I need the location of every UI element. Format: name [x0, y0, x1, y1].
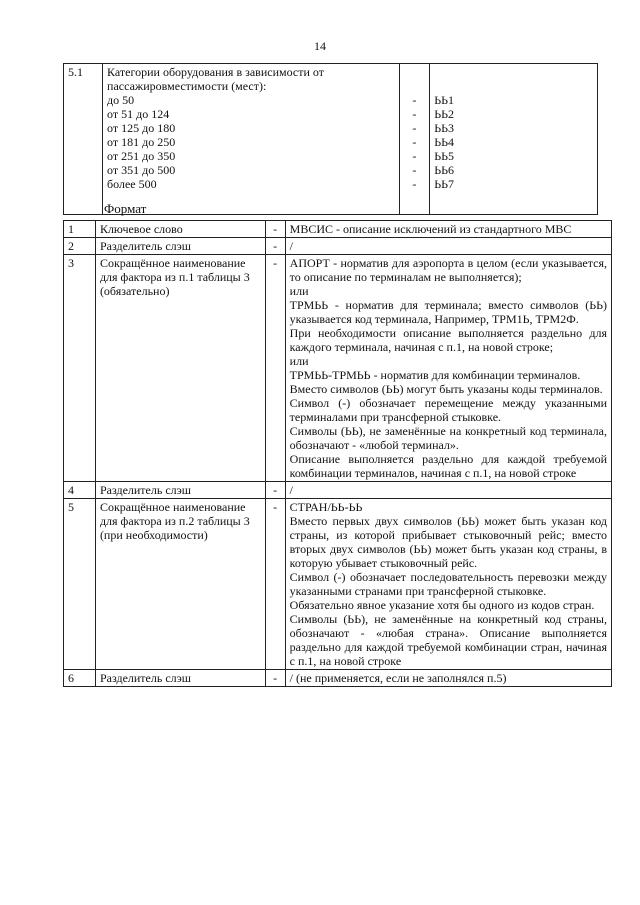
description-paragraph: или [289, 354, 309, 368]
category-label: более 500 [107, 177, 157, 191]
category-code: ЬЬ5 [434, 149, 454, 163]
table-row [64, 499, 612, 670]
description-paragraph: Символы (ЬЬ), не заменённые на конкретный код страны, обозначают - «любая страна». Описание выполняется раздельно для каждой требуемой комбинации стран, начиная с п.1, на новой строке [289, 612, 607, 668]
description-paragraph: ТРМЬЬ - норматив для терминала; вместо символов (ЬЬ) указывается код терминала, Например, ТРМ1Ь, ТРМ2Ф. [289, 298, 607, 326]
dash: - [412, 135, 417, 149]
category-code: ЬЬ6 [434, 163, 454, 177]
description-paragraph: СТРАН/ЬЬ-ЬЬ [289, 500, 363, 514]
table-row [64, 670, 612, 687]
description-paragraph: При необходимости описание выполняется раздельно для каждого терминала, начиная с п.1, на новой строке; [289, 326, 607, 354]
field-name: Разделитель слэш [95, 482, 265, 499]
description-paragraph: Описание выполняется раздельно для каждой требуемой комбинации терминалов, начиная с п.1, на новой строке [289, 452, 607, 480]
dash: - [412, 107, 417, 121]
categories-title: Категории оборудования в зависимости от пассажировместимости (мест): [107, 65, 324, 93]
description-paragraph: АПОРТ - норматив для аэропорта в целом (если указывается, то описание по терминалам не выполняется); [289, 256, 607, 284]
category-label: от 351 до 500 [107, 163, 176, 177]
table-row [64, 238, 612, 255]
category-code: ЬЬ3 [434, 121, 454, 135]
row-number: 4 [64, 482, 96, 499]
description-paragraph: Вместо первых двух символов (ЬЬ) может быть указан код страны, из которой прибывает стыковочный рейс; вместо вторых двух символов (ЬЬ) может быть указан код страны, в которую убывает стыковочный рейс. [289, 514, 607, 570]
description-paragraph: Символы (ЬЬ), не заменённые на конкретный код терминала, обозначают - «любой терминал». [289, 424, 607, 452]
dash: - [412, 177, 417, 191]
equipment-categories-table [63, 63, 598, 215]
field-description [285, 255, 611, 482]
code-column [430, 64, 598, 215]
table-row [64, 255, 612, 482]
table-row [64, 482, 612, 499]
categories-cell [103, 64, 400, 215]
field-name: Сокращённое наименование для фактора из п.1 таблицы 3 (обязательно) [95, 255, 265, 482]
row-number: 1 [64, 221, 96, 238]
row-number: 5.1 [64, 64, 103, 215]
description-paragraph: Обязательно явное указание хотя бы одного из кодов стран. [289, 598, 595, 612]
format-table [63, 220, 612, 687]
field-description: / [285, 238, 611, 255]
description-paragraph: Вместо символов (ЬЬ) могут быть указаны коды терминалов. [289, 382, 603, 396]
row-number: 2 [64, 238, 96, 255]
dash: - [265, 238, 285, 255]
table-row [64, 221, 612, 238]
description-paragraph: ТРМЬЬ-ТРМЬЬ - норматив для комбинации терминалов. [289, 368, 581, 382]
row-number: 5 [64, 499, 96, 670]
dash: - [412, 121, 417, 135]
category-label: от 51 до 124 [107, 107, 170, 121]
field-description: / (не применяется, если не заполнялся п.5) [285, 670, 611, 687]
category-label: от 125 до 180 [107, 121, 176, 135]
category-label: до 50 [107, 93, 135, 107]
field-name: Ключевое слово [95, 221, 265, 238]
description-paragraph: Символ (-) обозначает последовательность перевозки между указанными странами при трансферной стыковке. [289, 570, 607, 598]
category-label: от 181 до 250 [107, 135, 176, 149]
row-number: 6 [64, 670, 96, 687]
format-heading: Формат [104, 201, 147, 216]
category-code: ЬЬ7 [434, 177, 454, 191]
dash: - [412, 149, 417, 163]
field-description: / [285, 482, 611, 499]
dash-column [399, 64, 430, 215]
description-paragraph: Символ (-) обозначает перемещение между указанными терминалами при трансферной стыковке. [289, 396, 607, 424]
field-description [285, 499, 611, 670]
dash: - [412, 93, 417, 107]
table-row [64, 64, 598, 215]
dash: - [265, 670, 285, 687]
dash: - [412, 163, 417, 177]
field-description: МВСИС - описание исключений из стандартного МВС [285, 221, 611, 238]
dash: - [265, 255, 285, 482]
dash: - [265, 499, 285, 670]
field-name: Разделитель слэш [95, 670, 265, 687]
field-name: Разделитель слэш [95, 238, 265, 255]
category-code: ЬЬ1 [434, 93, 454, 107]
category-code: ЬЬ2 [434, 107, 454, 121]
category-code: ЬЬ4 [434, 135, 454, 149]
description-paragraph: или [289, 284, 309, 298]
field-name: Сокращённое наименование для фактора из п.2 таблицы 3 (при необходимости) [95, 499, 265, 670]
category-label: от 251 до 350 [107, 149, 176, 163]
dash: - [265, 482, 285, 499]
dash: - [265, 221, 285, 238]
row-number: 3 [64, 255, 96, 482]
page-number: 14 [314, 39, 326, 53]
